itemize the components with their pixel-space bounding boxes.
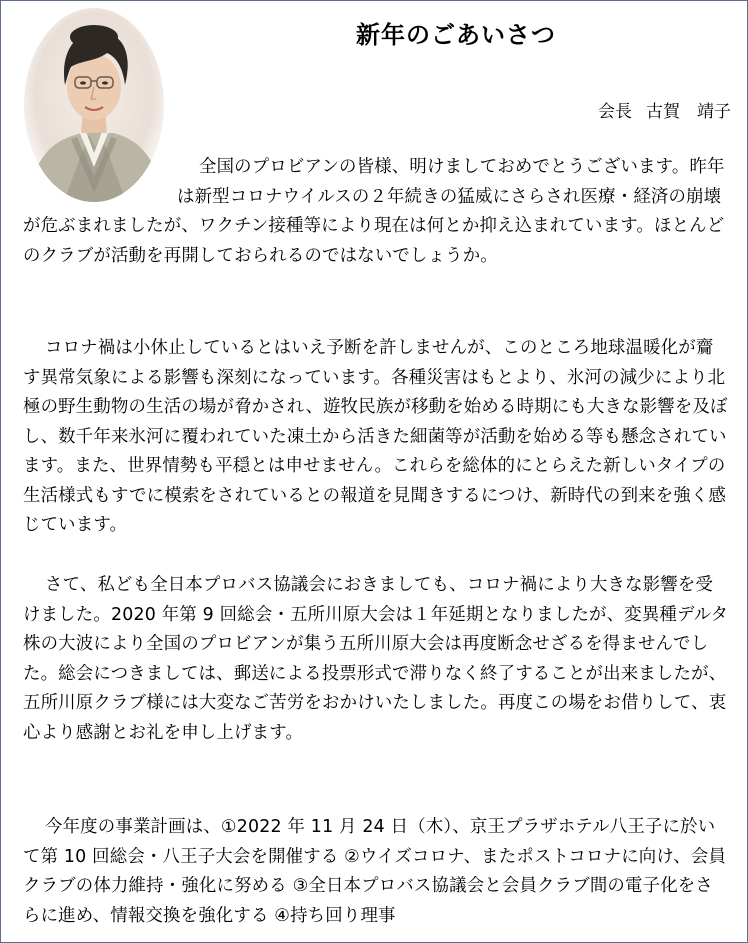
author-role: 会長 — [598, 102, 632, 122]
text-wrap-spacer — [23, 153, 177, 189]
paragraph-3: さて、私ども全日本プロバス協議会におきましても、コロナ禍により大きな影響を受けました。2020 年第 9 回総会・五所川原大会は１年延期となりましたが、変異種デルタ株の大波により全国のプロビアンが集う五所川原大会は再度断念せざるを得ませんでした。総会につきましては、郵送による投票形式で滞りなく終了することが出来ましたが、五所川原クラブ様には大変なご苦労をおかけいたしました。再度この場をお借りして、衷心より感謝とお礼を申し上げます。 — [23, 575, 729, 743]
paragraph-1 — [23, 153, 729, 271]
author-name: 古賀 靖子 — [646, 102, 731, 122]
paragraph-1-text: 全国のプロビアンの皆様、明けましておめでとうございます。昨年は新型コロナウイルスの２年続きの猛威にさらされ医療・経済の崩壊が危ぶまれましたが、ワクチン接種等により現在は何とか抑え込まれています。ほとんどのクラブが活動を再開しておられるのではないでしょうか。 — [23, 157, 725, 266]
paragraph-2: コロナ禍は小休止しているとはいえ予断を許しませんが、このところ地球温暖化が齎す異常気象による影響も深刻になっています。各種災害はもとより、氷河の減少により北極の野生動物の生活の場が脅かされ、遊牧民族が移動を始める時期にも大きな影響を及ぼし、数千年来氷河に覆われていた凍土から活きた細菌等が活動を始める等も懸念されています。また、世界情勢も平穏とは申せません。これらを総体的にとらえた新しいタイプの生活様式もすでに模索をされているとの報道を見聞きするにつけ、新時代の到来を強く感じています。 — [23, 338, 728, 535]
page-title: 新年のごあいさつ — [356, 21, 556, 49]
author-line — [598, 97, 731, 122]
paragraph-4: 今年度の事業計画は、①2022 年 11 月 24 日（木）、京王プラザホテル八王子に於いて第 10 回総会・八王子大会を開催する ②ウイズコロナ、またポストコロナに向け、会員クラブの体力維持・強化に努める ③全日本プロバス協議会と会員クラブ間の電子化をさらに進め、情報交換を強化する ④持ち回り理事 — [23, 817, 727, 926]
